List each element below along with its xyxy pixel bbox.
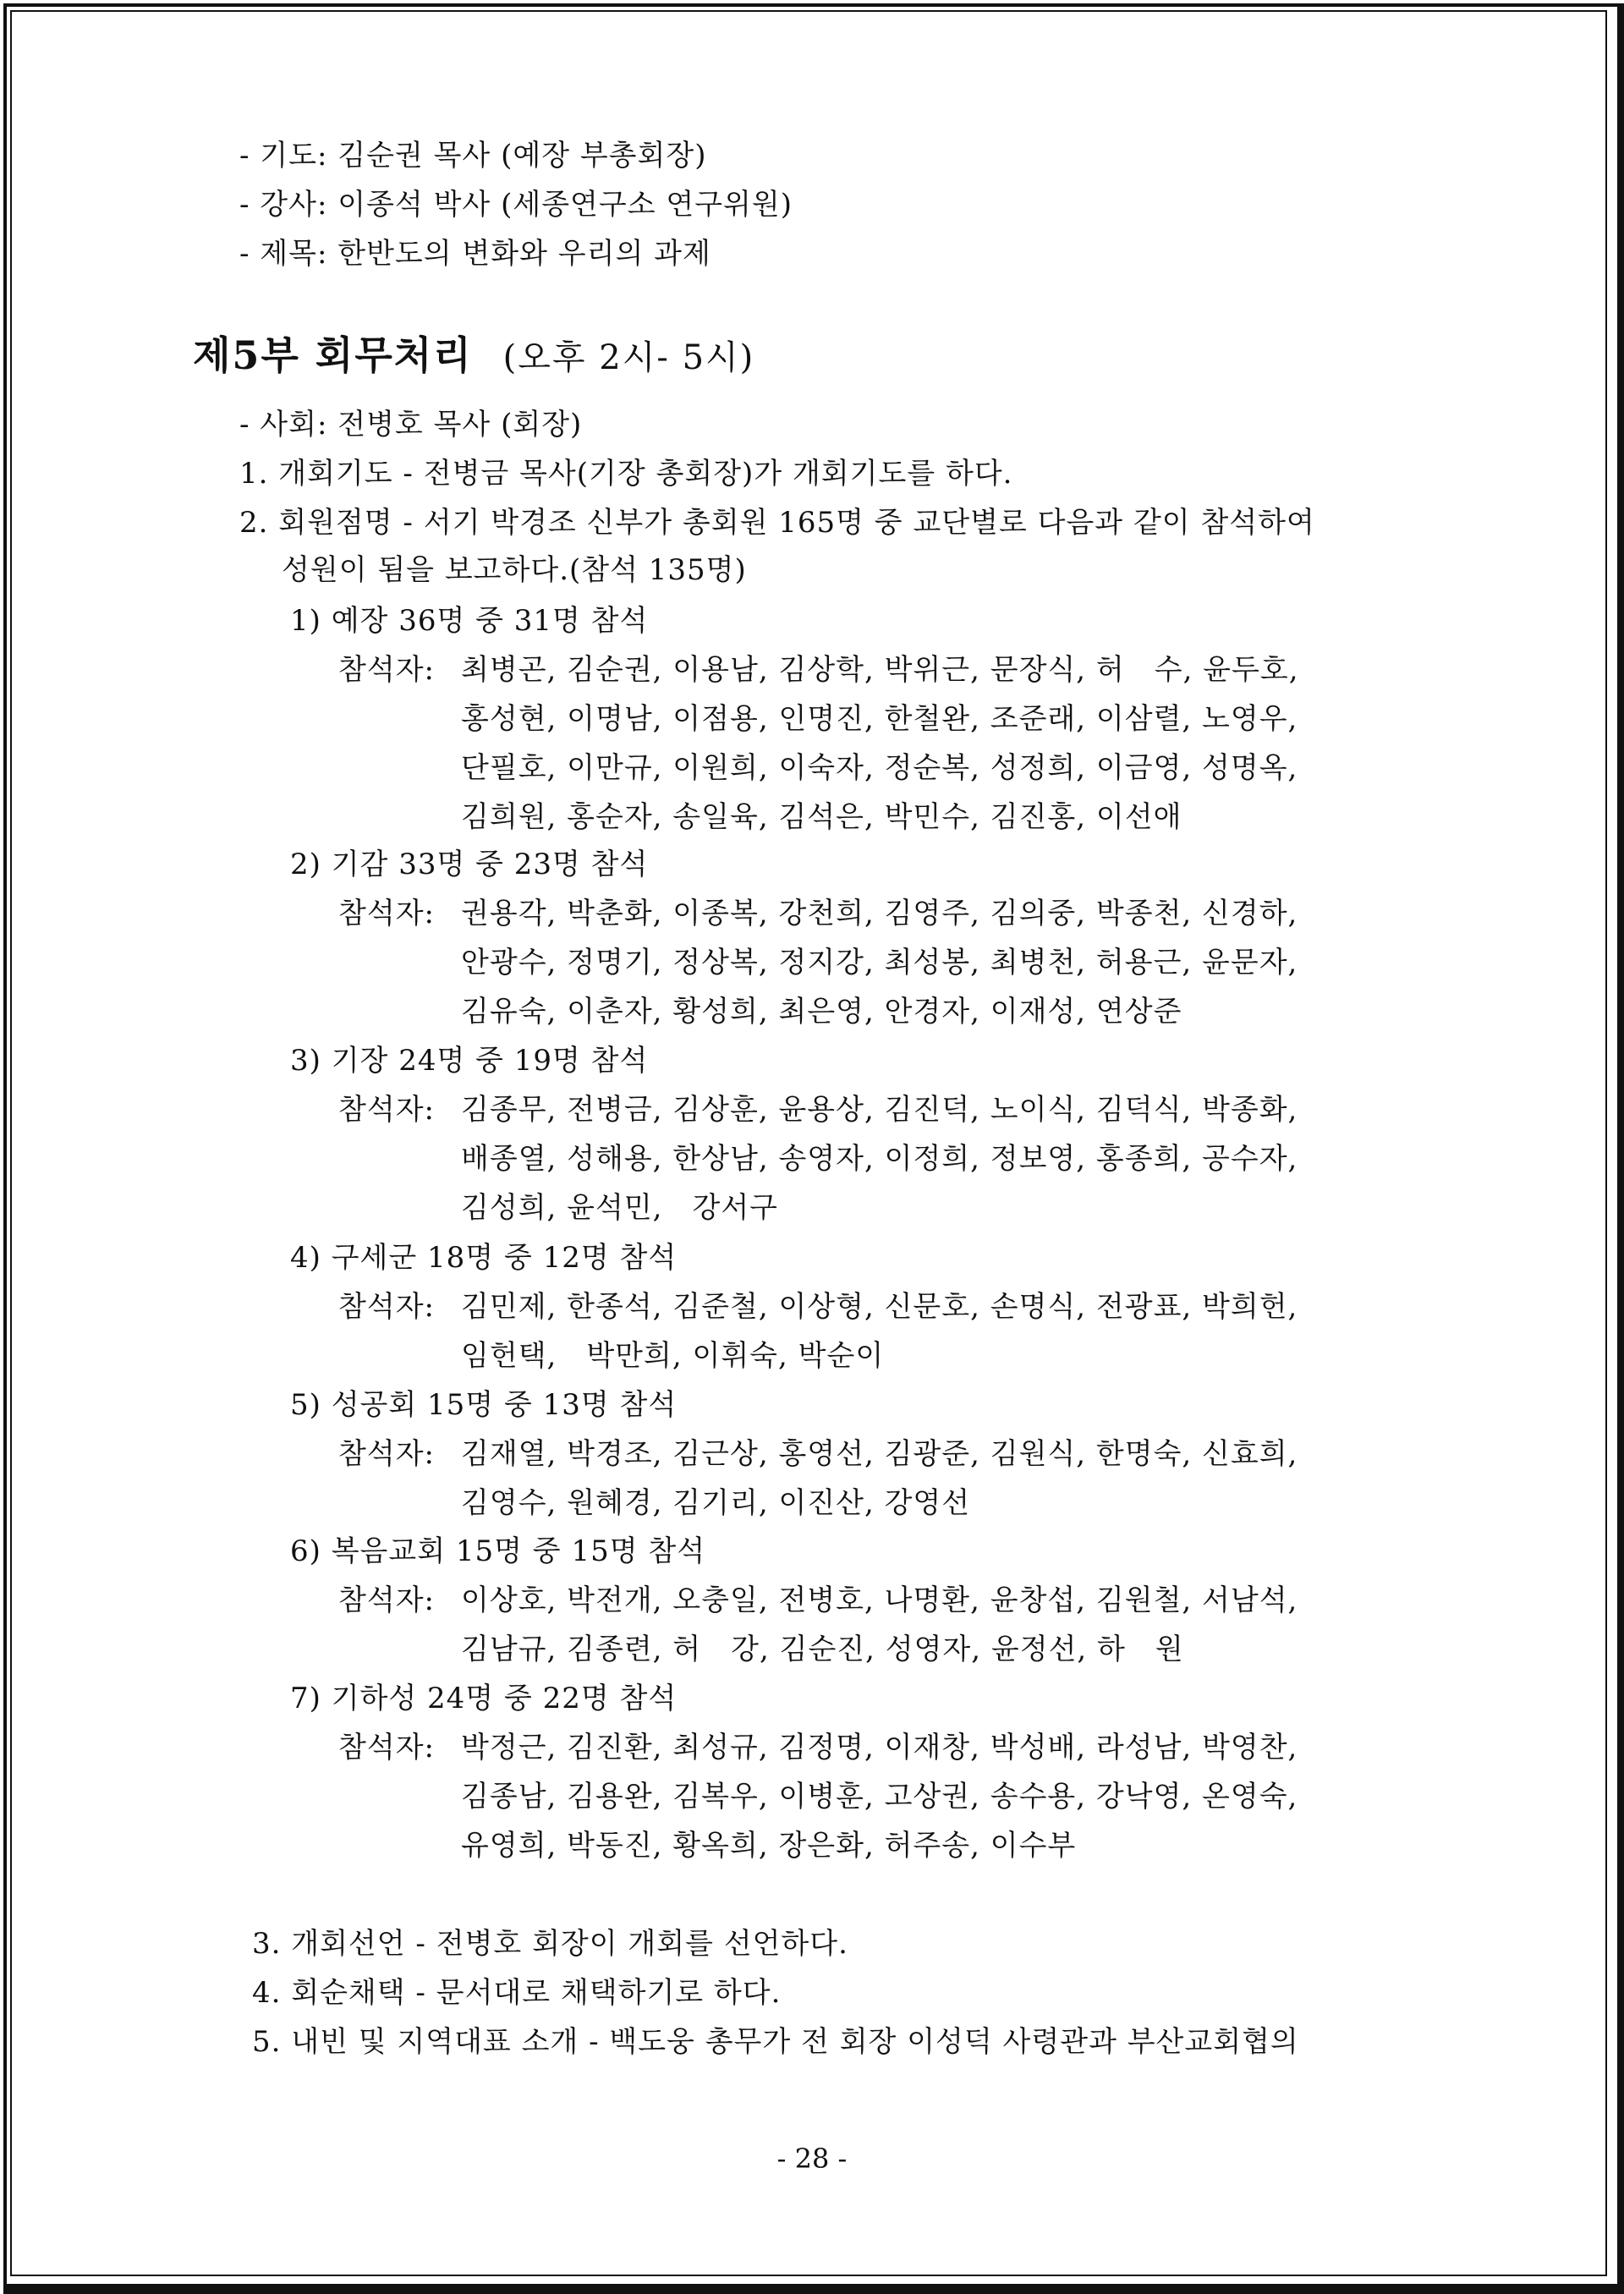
agenda-item-1: 1. 개회기도 - 전병금 목사(기장 총회장)가 개회기도를 하다. [239,457,1013,491]
attendee-names: 김종무, 전병금, 김상훈, 윤용상, 김진덕, 노이식, 김덕식, 박종화, [461,1093,1298,1127]
agenda-item-2-line2: 성원이 됨을 보고하다.(참석 135명) [282,553,747,587]
attendee-names: 유영희, 박동진, 황옥희, 장은화, 허주송, 이수부 [461,1829,1077,1863]
page-number: - 28 - [776,2143,848,2175]
attendee-names: 배종열, 성해용, 한상남, 송영자, 이정희, 정보영, 홍종희, 공수자, [461,1142,1298,1176]
attendee-row [338,1778,1298,1815]
attendee-names: 이상호, 박전개, 오충일, 전병호, 나명환, 윤창섭, 김원철, 서남석, [461,1583,1298,1617]
attendee-row [338,1582,1298,1619]
attendee-names: 단필호, 이만규, 이원희, 이숙자, 정순복, 성정희, 이금영, 성명옥, [461,751,1298,785]
attendee-row [338,1140,1298,1177]
attendee-names: 김재열, 박경조, 김근상, 홍영선, 김광준, 김원식, 한명숙, 신효희, [461,1437,1298,1471]
attendance-group-title: 6) 복음교회 15명 중 15명 참석 [290,1534,706,1568]
attendee-names: 안광수, 정명기, 정상복, 정지강, 최성봉, 최병천, 허용근, 윤문자, [461,946,1298,980]
part5-moderator: - 사회: 전병호 목사 (회장) [239,408,583,442]
attendee-row [338,651,1299,689]
attendee-names: 권용각, 박춘화, 이종복, 강천희, 김영주, 김의중, 박종천, 신경하, [461,897,1298,930]
intro-prayer: - 기도: 김순권 목사 (예장 부총회장) [239,139,707,173]
attendance-group-title: 3) 기장 24명 중 19명 참석 [290,1044,649,1078]
attendee-names: 박정근, 김진환, 최성규, 김정명, 이재창, 박성배, 라성남, 박영찬, [461,1731,1298,1764]
attendee-label: 참석자: [338,1290,435,1324]
attendee-row [338,1631,1184,1668]
attendee-names: 김남규, 김종련, 허 강, 김순진, 성영자, 윤정선, 하 원 [461,1633,1184,1666]
attendee-row [338,1288,1298,1325]
attendee-names: 홍성현, 이명남, 이점용, 인명진, 한철완, 조준래, 이삼렬, 노영우, [461,702,1298,736]
attendance-group-title: 4) 구세군 18명 중 12명 참석 [290,1241,678,1275]
part5-heading-time: (오후 2시- 5시) [502,338,755,377]
agenda-item-3: 3. 개회선언 - 전병호 회장이 개회를 선언하다. [252,1927,848,1961]
attendance-group-title: 7) 기하성 24명 중 22명 참석 [290,1682,678,1715]
attendee-row [338,1337,884,1375]
attendee-row [338,993,1182,1030]
attendee-row [338,1729,1298,1766]
attendee-label: 참석자: [338,897,435,930]
attendee-row [338,1435,1298,1473]
attendee-row [338,895,1298,932]
attendee-row [338,1485,970,1522]
attendee-row [338,799,1182,836]
attendee-label: 참석자: [338,1731,435,1764]
attendee-names: 김유숙, 이춘자, 황성희, 최은영, 안경자, 이재성, 연상준 [461,995,1182,1029]
agenda-item-2-line1: 2. 회원점명 - 서기 박경조 신부가 총회원 165명 중 교단별로 다음과 같이 참석하여 [239,506,1315,540]
attendee-names: 김종남, 김용완, 김복우, 이병훈, 고상권, 송수용, 강낙영, 온영숙, [461,1780,1298,1814]
attendee-row [338,944,1298,981]
attendee-names: 최병곤, 김순권, 이용남, 김상학, 박위근, 문장식, 허 수, 윤두호, [461,653,1299,687]
attendee-row [338,1091,1298,1128]
attendance-group-title: 1) 예장 36명 중 31명 참석 [290,604,649,638]
agenda-item-4: 4. 회순채택 - 문서대로 채택하기로 하다. [252,1976,782,2010]
attendee-label: 참석자: [338,1093,435,1127]
intro-speaker: - 강사: 이종석 박사 (세종연구소 연구위원) [239,188,793,222]
attendee-row [338,1827,1076,1864]
attendance-group-title: 5) 성공회 15명 중 13명 참석 [290,1388,678,1422]
attendee-names: 김영수, 원혜경, 김기리, 이진산, 강영선 [461,1486,971,1520]
attendee-row [338,1189,778,1227]
attendance-group-title: 2) 기감 33명 중 23명 참석 [290,848,649,881]
attendee-names: 김민제, 한종석, 김준철, 이상형, 신문호, 손명식, 전광표, 박희헌, [461,1290,1298,1324]
agenda-item-5: 5. 내빈 및 지역대표 소개 - 백도웅 총무가 전 회장 이성덕 사령관과 부산교회협의 [252,2025,1299,2059]
intro-title: - 제목: 한반도의 변화와 우리의 과제 [239,237,711,271]
part5-heading-title: 제5부 회무처리 [193,332,473,378]
attendee-row [338,700,1298,738]
attendee-label: 참석자: [338,1583,435,1617]
attendee-row [338,749,1298,787]
attendee-names: 김성희, 윤석민, 강서구 [461,1191,779,1225]
attendee-names: 임헌택, 박만희, 이휘숙, 박순이 [461,1339,885,1373]
part5-heading [193,330,754,383]
attendee-names: 김희원, 홍순자, 송일육, 김석은, 박민수, 김진홍, 이선애 [461,800,1182,834]
attendee-label: 참석자: [338,1437,435,1471]
attendee-label: 참석자: [338,653,435,687]
